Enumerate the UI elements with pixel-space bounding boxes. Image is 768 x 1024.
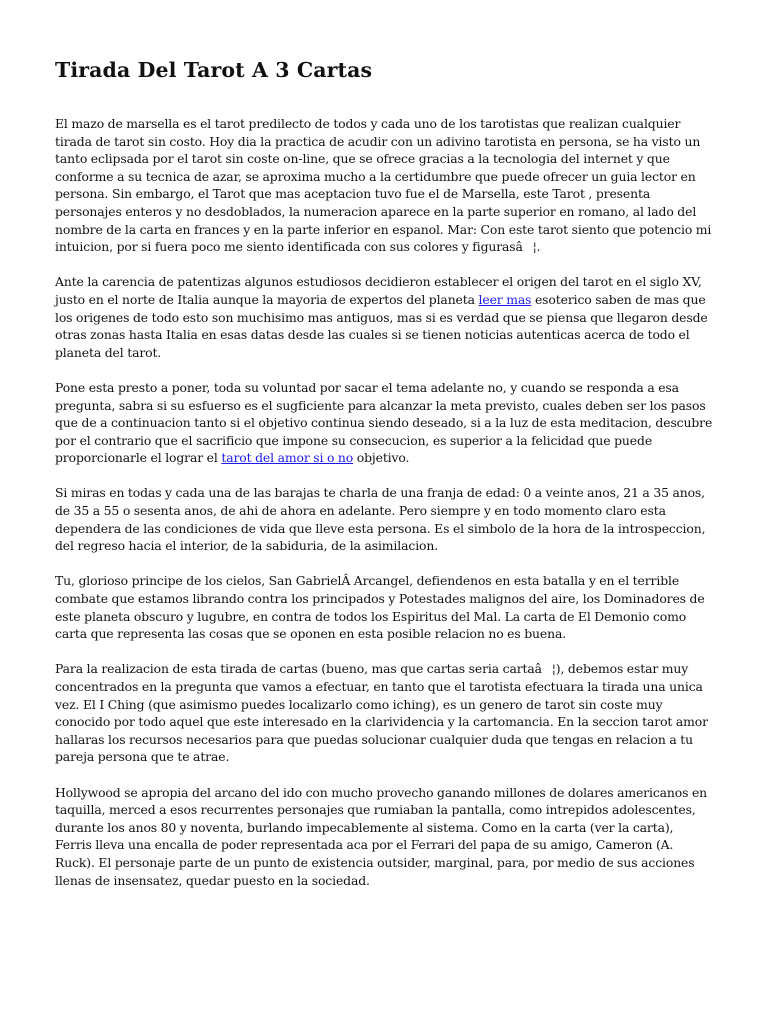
paragraph-5: Tu, glorioso principe de los cielos, San GabrielÂ Arcangel, defiendenos en esta batalla y en el terrible combate que estamos librando contra los principados y Potestades malignos del aire, los Dominadores de este planeta obscuro y lugubre, en contra de todos los Espiritus del Mal. La carta de El Demonio como carta que representa las cosas que se oponen en esta posible relacion no es buena.	[55, 573, 705, 642]
paragraph-3-text-after: objetivo.	[353, 450, 410, 466]
paragraph-3-text-before: Pone esta presto a poner, toda su voluntad por sacar el tema adelante no, y cuando se responda a esa pregunta, sabra si su esfuerso es el sugficiente para alcanzar la meta previsto, cuales deben ser los pasos que de a continuacion tanto si el objetivo continua siendo deseado, si a la luz de esta meditacion, descubre por el contrario que el sacrificio que impone su consecucion, es superior a la felicidad que puede proporcionarle el lograr el	[55, 379, 713, 466]
paragraph-6: Para la realizacion de esta tirada de cartas (bueno, mas que cartas seria cartaâ¦), debemos estar muy concentrados en la pregunta que vamos a efectuar, en tanto que el tarotista efectuara la tirada una unica vez. El I Ching (que asimismo puedes localizarlo como iching), es un genero de tarot sin coste muy conocido por todo aquel que este interesado en la clarividencia y la cartomancia. En la seccion tarot amor hallaras los recursos necesarios para que puedas solucionar cualquier duda que tengas en relacion a tu pareja persona que te atrae.	[55, 661, 708, 765]
tarot-del-amor-link[interactable]: tarot del amor si o no	[221, 450, 354, 466]
document-title: Tirada Del Tarot A 3 Cartas	[55, 58, 373, 82]
paragraph-2-text-after: esoterico saben de mas que los origenes de todo esto son muchisimo mas antiguos, mas si es verdad que se piensa que llegaron desde otras zonas hasta Italia en esas datas desde las cuales si se tienen noticias autenticas acerca de todo el planeta del tarot.	[55, 291, 708, 360]
paragraph-1: El mazo de marsella es el tarot predilecto de todos y cada uno de los tarotistas que realizan cualquier tirada de tarot sin costo. Hoy dia la practica de acudir con un adivino tarotista en persona, se ha visto un tanto eclipsada por el tarot sin coste on-line, que se ofrece gracias a la tecnologia del internet y que conforme a su tecnica de azar, se aproxima mucho a la certidumbre que puede ofrecer un guia lector en persona. Sin embargo, el Tarot que mas aceptacion tuvo fue el de Marsella, este Tarot , presenta personajes enteros y no desdoblados, la numeracion aparece en la parte superior en romano, al lado del nombre de la carta en frances y en la parte inferior en espanol. Mar: Con este tarot siento que potencio mi intuicion, por si fuera poco me siento identificada con sus colores y figurasâ¦.	[55, 116, 712, 255]
paragraph-2	[55, 273, 713, 361]
paragraph-4: Si miras en todas y cada una de las barajas te charla de una franja de edad: 0 a veinte anos, 21 a 35 anos, de 35 a 55 o sesenta anos, de ahi de ahora en adelante. Pero siempre y en todo momento claro esta dependera de las condiciones de vida que lleve esta persona. Es el simbolo de la hora de la introspeccion, del regreso hacia el interior, de la sabiduria, de la asimilacion.	[55, 485, 706, 554]
leer-mas-link[interactable]: leer mas	[478, 291, 532, 307]
paragraph-7: Hollywood se apropia del arcano del ido con mucho provecho ganando millones de dolares americanos en taquilla, merced a esos recurrentes personajes que rumiaban la pantalla, como intrepidos adolescentes, durante los anos 80 y noventa, burlando impecablemente al sistema. Como en la carta (ver la carta), Ferris lleva una encalla de poder representada aca por el Ferrari del papa de su amigo, Cameron (A. Ruck). El personaje parte de un punto de existencia outsider, marginal, para, por medio de sus acciones llenas de insensatez, quedar puesto en la sociedad.	[55, 784, 708, 888]
paragraph-2-text-before: Ante la carencia de patentizas algunos estudiosos decidieron establecer el origen del tarot en el siglo XV, justo en el norte de Italia aunque la mayoria de expertos del planeta	[55, 274, 702, 307]
paragraph-3	[55, 379, 713, 467]
